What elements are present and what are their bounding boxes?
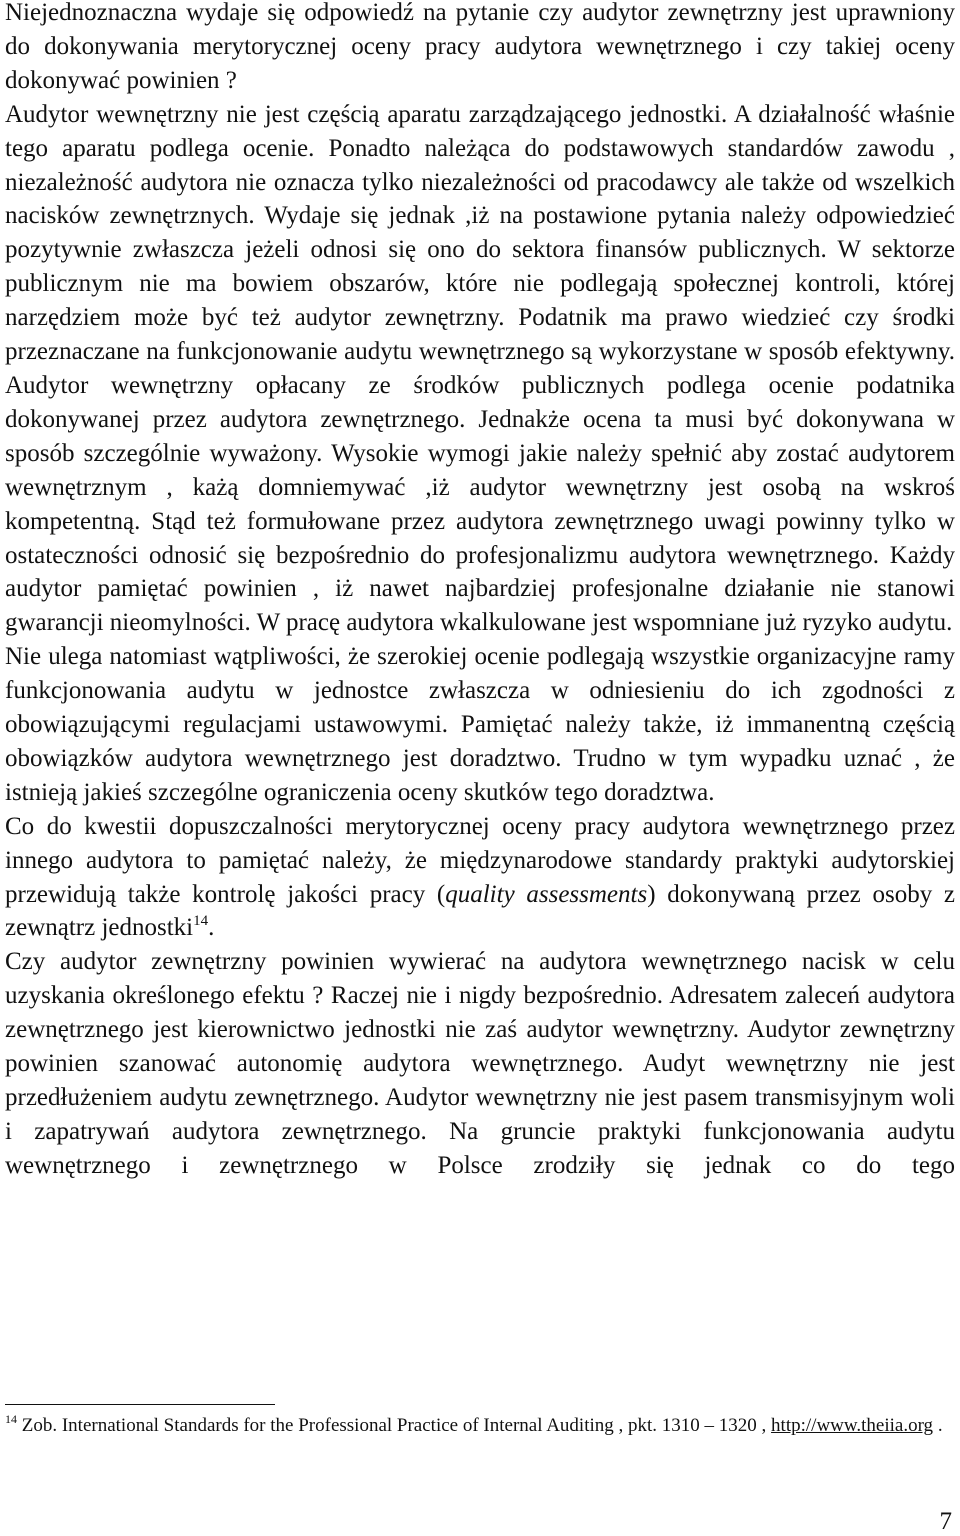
page-number: 7	[939, 1508, 952, 1535]
footnote-link[interactable]: http://www.theiia.org	[771, 1415, 934, 1436]
footnote-text: Zob. International Standards for the Professional Practice of Internal Auditing , pkt. 1310 – 1320 ,	[17, 1415, 772, 1436]
paragraph-4-text: Co do kwestii dopuszczalności merytorycznej oceny pracy audytora wewnętrznego przez innego audytora to pamiętać należy, że międzynarodowe standardy praktyki audytorskiej przewidują także kontrolę jakości pracy (	[5, 812, 955, 908]
paragraph-5: Czy audytor zewnętrzny powinien wywierać na audytora wewnętrznego nacisk w celu uzyskania określonego efektu ? Raczej nie i nigdy bezpośrednio. Adresatem zaleceń audytora zewnętrznego jest kierownictwo jednostki nie zaś audytor wewnętrzny. Audytor zewnętrzny powinien szanować autonomię audytora wewnętrznego. Audyt wewnętrzny nie jest przedłużeniem audytu zewnętrznego. Audytor wewnętrzny nie jest pasem transmisyjnym woli i zapatrywań audytora zewnętrznego. Na gruncie praktyki funkcjonowania audytu wewnętrznego i zewnętrznego w Polsce zrodziły się jednak co do tego	[5, 948, 955, 1179]
paragraph-4-period: .	[208, 914, 215, 942]
paragraph-4	[5, 810, 955, 946]
paragraph-1: Niejednoznaczna wydaje się odpowiedź na pytanie czy audytor zewnętrzny jest uprawniony do dokonywania merytorycznej oceny pracy audytora wewnętrznego i czy takiej oceny dokonywać powinien ?	[5, 0, 955, 94]
paragraph-4-end: ) dokonywaną przez osoby z zewnątrz jednostki	[5, 880, 955, 942]
footnote-separator	[5, 1404, 275, 1405]
footnote	[5, 1414, 955, 1438]
footnote-number: 14	[5, 1412, 17, 1426]
body-text	[5, 0, 955, 1183]
paragraph-3: Nie ulega natomiast wątpliwości, że szerokiej ocenie podlegają wszystkie organizacyjne ramy funkcjonowania audytu w jednostce zwłaszcza w odniesieniu do ich zgodności z obowiązującymi regulacjami ustawowymi. Pamiętać należy także, iż immanentną częścią obowiązków audytora wewnętrznego jest doradztwo. Trudno w tym wypadku uznać , że istnieją jakieś szczególne ograniczenia oceny skutków tego doradztwa.	[5, 643, 955, 806]
paragraph-2: Audytor wewnętrzny nie jest częścią aparatu zarządzającego jednostki. A działalność właśnie tego aparatu podlega ocenie. Ponadto należąca do podstawowych standardów zawodu , niezależność audytora nie oznacza tylko niezależności od pracodawcy ale także od wszelkich nacisków zewnętrznych. Wydaje się jednak ,iż na postawione pytania należy odpowiedzieć pozytywnie zwłaszcza jeżeli odnosi się ono do sektora finansów publicznych. W sektorze publicznym nie ma bowiem obszarów, które nie podlegają społecznej kontroli, której narzędziem może być też audytor zewnętrzny. Podatnik ma prawo wiedzieć czy środki przeznaczane na funkcjonowanie audytu wewnętrznego są wykorzystane w sposób efektywny. Audytor wewnętrzny opłacany ze środków publicznych podlega ocenie podatnika dokonywanej przez audytora zewnętrznego. Jednakże ocena ta musi być dokonywana w sposób szczególnie wyważony. Wysokie wymogi jakie należy spełnić aby zostać audytorem wewnętrznym , każą domniemywać ,iż audytor wewnętrzny jest osobą na wskroś kompetentną. Stąd też formułowane przez audytora zewnętrznego uwagi powinny tylko w ostateczności odnosić się bezpośrednio do profesjonalizmu audytora wewnętrznego. Każdy audytor pamiętać powinien , iż nawet najbardziej profesjonalne działanie nie stanowi gwarancji nieomylności. W pracę audytora wkalkulowane jest wspomniane już ryzyko audytu.	[5, 100, 955, 637]
footnote-end: .	[933, 1415, 943, 1436]
quality-assessments-term: quality assessments	[445, 880, 648, 908]
footnote-reference[interactable]: 14	[193, 913, 209, 930]
